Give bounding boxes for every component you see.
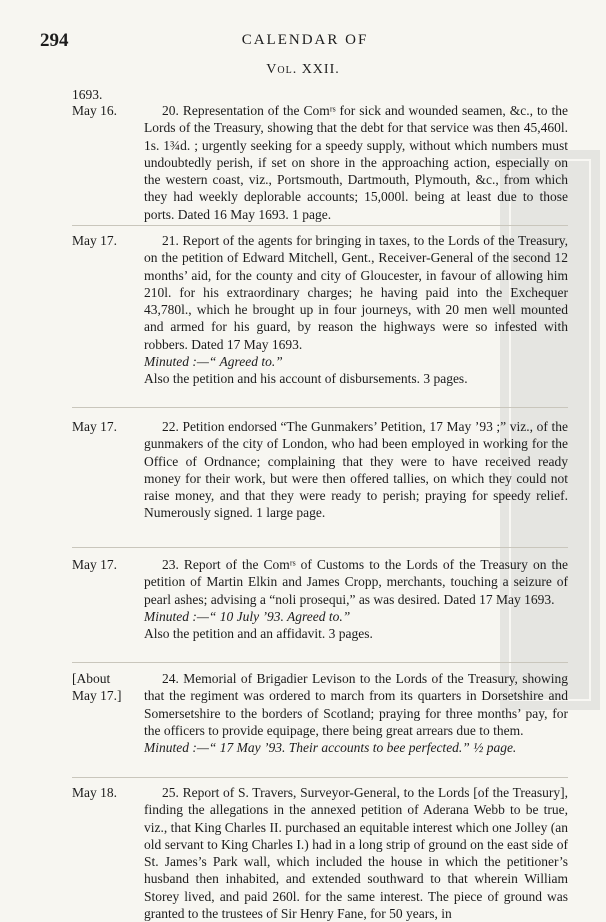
entry-body: 22. Petition endorsed “The Gunmakers’ Petition, 17 May ’93 ;” viz., of the gunmakers of the city of London, who had been employed in working for the Office of Ordnance; complaining that they were to have received ready money for their work, but were then offered tallies, on which they could not raise money, and that they were ready to perish; praying for speedy relief. Numerously signed. 1 large page. [144, 419, 568, 521]
page-header [40, 30, 570, 54]
entry-body: 21. Report of the agents for bringing in taxes, to the Lords of the Treasury, on the petition of Edward Mitchell, Gent., Receiver-General of the second 12 months’ aid, for the county and city of Gloucester, in favour of allowing him 210l. for his extraordinary charges; he having paid into the Exchequer 43,780l., which he brought up in four journeys, with 20 men well mounted and armed for his guard, by reason the highways were so infested with robbers. Dated 17 May 1693. [144, 233, 568, 352]
entry-divider [72, 407, 568, 408]
entry-divider [72, 662, 568, 663]
entry-text [144, 418, 568, 522]
entry-minuted: Minuted :—“ 10 July ’93. Agreed to.” [144, 608, 351, 624]
entry-text [144, 556, 568, 642]
entry-date: May 18. [72, 785, 117, 800]
entry-minuted: Minuted :—“ Agreed to.” [144, 354, 283, 370]
entry-body: 24. Memorial of Brigadier Levison to the Lords of the Treasury, showing that the regiment was ordered to march from its quarters in Dorsetshire and Somersetshire to the borders of Scotland; praying for three months’ pay, for the officers to provide equipage, there being great arrears due to them. [144, 671, 568, 738]
entry-body: 25. Report of S. Travers, Surveyor-General, to the Lords [of the Treasury], finding the allegations in the annexed petition of Aderana Webb to be true, viz., that King Charles II. purchased an equitable interest which one Jolley (an old servant to King Charles I.) had in a long strip of ground on the east side of St. James’s Park wall, which included the house in which the petitioner’s husband then inhabited, and extended southward to that wherein William Storey lived, and paid 260l. for the same interest. The piece of ground was granted to the trustees of Sir Henry Fane, for 50 years, in [144, 785, 568, 922]
entry-date: May 17. [72, 557, 117, 572]
volume-label: Vol. XXII. [266, 62, 340, 77]
entry-date: May 17. [72, 419, 117, 434]
entry-divider [72, 225, 568, 226]
entry-also: Also the petition and an affidavit. 3 pages. [144, 626, 373, 642]
entry-date: May 16. [72, 103, 117, 118]
entry-minuted: Minuted :—“ 17 May ’93. Their accounts to bee perfected.” ½ page. [144, 740, 517, 756]
entry-body: 23. Report of the Comʳˢ of Customs to the Lords of the Treasury on the petition of Martin Elkin and James Cropp, merchants, touching a seizure of pearl ashes; advising a “noli prosequi,” as was desired. Dated 17 May 1693. [144, 557, 568, 607]
running-head: CALENDAR OF [241, 32, 369, 48]
entry-divider [72, 777, 568, 778]
page-number: 294 [40, 30, 69, 51]
entry-date: [About May 17.] [72, 671, 122, 704]
entry-text [144, 784, 568, 922]
entry-year: 1693. [72, 87, 103, 102]
entry-body: 20. Representation of the Comʳˢ for sick and wounded seamen, &c., to the Lords of the Treasury, showing that the debt for that service was then 45,460l. 1s. 1¾d. ; urgently seeking for a speedy supply, without which numbers must undoubtedly perish, if set on shore in the approaching action, especially on the western coast, viz., Portsmouth, Dartmouth, Plymouth, &c., from which they had weekly deplorable accounts; 15,000l. being at least due to those ports. Dated 16 May 1693. 1 page. [144, 103, 568, 222]
entry-divider [72, 547, 568, 548]
entry-also: Also the petition and his account of disbursements. 3 pages. [144, 371, 468, 387]
entry-text [144, 102, 568, 223]
entry-text [144, 232, 568, 388]
entry-text [144, 670, 568, 756]
entry-date: May 17. [72, 233, 117, 248]
